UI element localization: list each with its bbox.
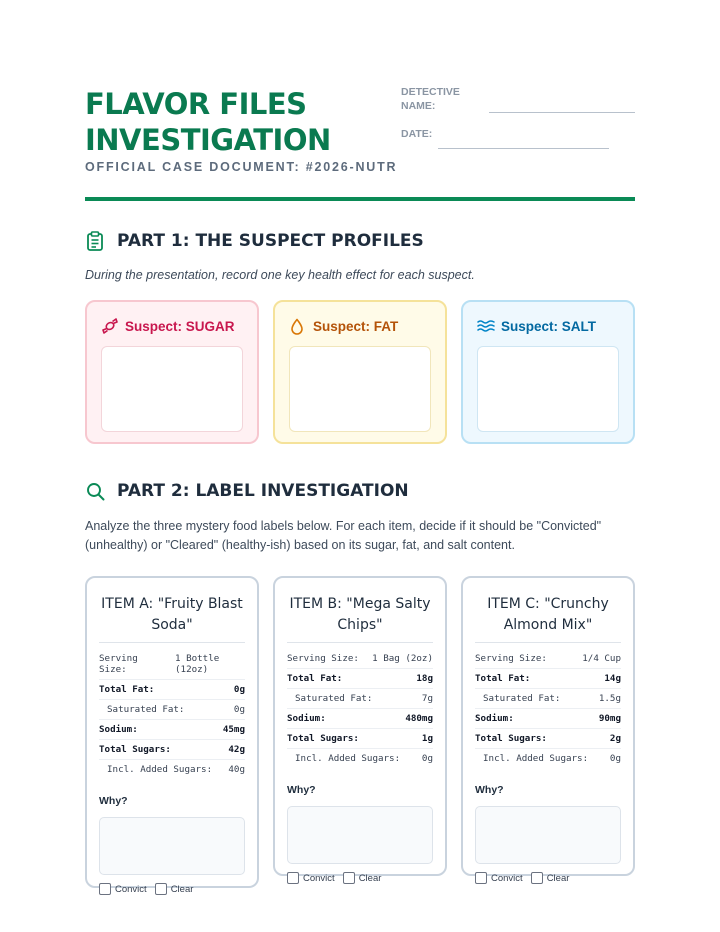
item-card-a: [85, 576, 259, 895]
nutrition-row: [475, 749, 621, 768]
item-card-b: [273, 576, 447, 884]
nutrition-row: [475, 669, 621, 689]
nutrition-row-value: 14g: [604, 673, 621, 684]
suspect-card-salt: [461, 300, 635, 444]
convict-label: Convict: [303, 872, 335, 884]
clear-checkbox-c[interactable]: [531, 872, 543, 884]
suspect-label-fat: Suspect: FAT: [313, 318, 399, 334]
candy-icon: [101, 318, 119, 334]
nutrition-row: [287, 729, 433, 749]
header: [85, 0, 635, 200]
why-label-a: Why?: [99, 795, 128, 807]
nutrition-row-value: 90mg: [598, 713, 621, 724]
convict-option-c[interactable]: [475, 872, 523, 884]
nutrition-row-label: Serving Size:: [99, 653, 138, 675]
nutrition-row: [475, 709, 621, 729]
title-line-1: FLAVOR FILES: [85, 87, 307, 121]
nutrition-row-label: Incl. Added Sugars:: [107, 764, 213, 775]
nutrition-row-value: 0g: [609, 753, 621, 764]
clear-label: Clear: [358, 872, 382, 884]
nutrition-row-value: 45mg: [222, 724, 245, 735]
nutrition-row-label: Total Fat:: [475, 673, 531, 684]
nutrition-row-label: Incl. Added Sugars:: [295, 753, 401, 764]
nutrition-label-a: [99, 649, 245, 779]
nutrition-row: [475, 689, 621, 709]
clear-option-c[interactable]: [531, 872, 570, 884]
nutrition-row: [287, 749, 433, 768]
suspect-card-sugar: [85, 300, 259, 444]
why-answer-box-c[interactable]: [475, 806, 621, 864]
suspect-label-sugar: Suspect: SUGAR: [125, 318, 235, 334]
nutrition-row-value: 0g: [421, 753, 433, 764]
nutrition-row-label: Total Fat:: [287, 673, 343, 684]
item-card-c: [461, 576, 635, 884]
verdict-choices-a: [99, 883, 245, 895]
worksheet-page: [85, 0, 635, 895]
convict-option-a[interactable]: [99, 883, 147, 895]
part2-heading: [85, 481, 409, 501]
nutrition-row-value: 1.5g: [598, 693, 621, 704]
convict-checkbox-a[interactable]: [99, 883, 111, 895]
nutrition-row-value: 0g: [233, 684, 245, 695]
nutrition-row: [287, 709, 433, 729]
nutrition-row-label: Incl. Added Sugars:: [483, 753, 589, 764]
nutrition-row-label: Saturated Fat:: [483, 693, 561, 704]
convict-checkbox-c[interactable]: [475, 872, 487, 884]
nutrition-row-value: 1 Bottle (12oz): [175, 653, 220, 675]
part2-title: PART 2: LABEL INVESTIGATION: [117, 481, 409, 501]
item-title-c: ITEM C: "Crunchy Almond Mix": [475, 594, 621, 643]
page-title: [85, 86, 331, 158]
nutrition-row-value: 1/4 Cup: [582, 653, 621, 664]
suspect-header-salt: [477, 318, 596, 334]
suspect-answer-box-fat[interactable]: [289, 346, 431, 432]
convict-checkbox-b[interactable]: [287, 872, 299, 884]
nutrition-row: [99, 720, 245, 740]
nutrition-row: [99, 740, 245, 760]
why-answer-box-a[interactable]: [99, 817, 245, 875]
nutrition-row: [475, 649, 621, 669]
nutrition-row-value: 0g: [233, 704, 245, 715]
nutrition-label-c: [475, 649, 621, 768]
suspect-label-salt: Suspect: SALT: [501, 318, 597, 334]
date-field: [401, 127, 635, 147]
clear-label: Clear: [170, 883, 194, 895]
detective-name-line[interactable]: [489, 112, 635, 113]
nutrition-row-label: Sodium:: [99, 724, 138, 735]
nutrition-row-value: 40g: [228, 764, 245, 775]
nutrition-row-value: 2g: [609, 733, 621, 744]
why-label-b: Why?: [287, 784, 316, 796]
suspect-header-fat: [289, 318, 398, 334]
nutrition-row-label: Total Sugars:: [287, 733, 359, 744]
header-divider: [85, 197, 635, 201]
nutrition-row: [99, 760, 245, 779]
detective-name-field: [401, 85, 635, 119]
nutrition-row: [287, 649, 433, 669]
nutrition-row-label: Total Sugars:: [475, 733, 547, 744]
nutrition-row: [287, 689, 433, 709]
part1-title: PART 1: THE SUSPECT PROFILES: [117, 231, 424, 251]
convict-label: Convict: [115, 883, 147, 895]
nutrition-row-value: 7g: [421, 693, 433, 704]
nutrition-row-value: 18g: [416, 673, 433, 684]
waves-icon: [477, 318, 495, 334]
convict-label: Convict: [491, 872, 523, 884]
suspect-answer-box-sugar[interactable]: [101, 346, 243, 432]
verdict-choices-c: [475, 872, 621, 884]
nutrition-row: [99, 680, 245, 700]
nutrition-label-b: [287, 649, 433, 768]
search-icon: [85, 481, 105, 501]
nutrition-row-label: Total Fat:: [99, 684, 155, 695]
nutrition-row-label: Saturated Fat:: [107, 704, 185, 715]
part1-heading: [85, 231, 424, 251]
nutrition-row-label: Sodium:: [475, 713, 514, 724]
part1-instructions: During the presentation, record one key health effect for each suspect.: [85, 268, 475, 282]
part2-instructions: Analyze the three mystery food labels below. For each item, decide if it should be "Convicted" (unhealthy) or "Cleared" (healthy-ish) based on its sugar, fat, and salt content.: [85, 519, 602, 552]
suspect-answer-box-salt[interactable]: [477, 346, 619, 432]
nutrition-row-label: Total Sugars:: [99, 744, 171, 755]
nutrition-row-label: Sodium:: [287, 713, 326, 724]
nutrition-row-value: 1 Bag (2oz): [372, 653, 433, 664]
suspect-header-sugar: [101, 318, 235, 334]
item-title-a: ITEM A: "Fruity Blast Soda": [99, 594, 245, 643]
item-title-b: ITEM B: "Mega Salty Chips": [287, 594, 433, 643]
clear-checkbox-a[interactable]: [155, 883, 167, 895]
nutrition-row: [99, 700, 245, 720]
nutrition-row: [99, 649, 245, 680]
droplet-icon: [289, 318, 307, 334]
clear-option-a[interactable]: [155, 883, 194, 895]
clear-option-b[interactable]: [343, 872, 382, 884]
convict-option-b[interactable]: [287, 872, 335, 884]
title-line-2: INVESTIGATION: [85, 123, 331, 157]
nutrition-row: [287, 669, 433, 689]
detective-name-label: DETECTIVE NAME:: [401, 86, 460, 112]
nutrition-row: [475, 729, 621, 749]
nutrition-row-label: Serving Size:: [475, 653, 547, 664]
case-subtitle: OFFICIAL CASE DOCUMENT: #2026-NUTR: [85, 160, 398, 174]
why-label-c: Why?: [475, 784, 504, 796]
nutrition-row-value: 480mg: [405, 713, 433, 724]
date-label: DATE:: [401, 128, 433, 140]
suspect-profiles: [85, 300, 635, 444]
clear-checkbox-b[interactable]: [343, 872, 355, 884]
nutrition-row-value: 1g: [421, 733, 433, 744]
verdict-choices-b: [287, 872, 433, 884]
suspect-card-fat: [273, 300, 447, 444]
nutrition-row-label: Saturated Fat:: [295, 693, 373, 704]
nutrition-row-label: Serving Size:: [287, 653, 359, 664]
clipboard-icon: [85, 231, 105, 251]
date-line[interactable]: [438, 148, 609, 149]
meta-fields: [401, 85, 635, 139]
why-answer-box-b[interactable]: [287, 806, 433, 864]
clear-label: Clear: [546, 872, 570, 884]
nutrition-row-value: 42g: [228, 744, 245, 755]
